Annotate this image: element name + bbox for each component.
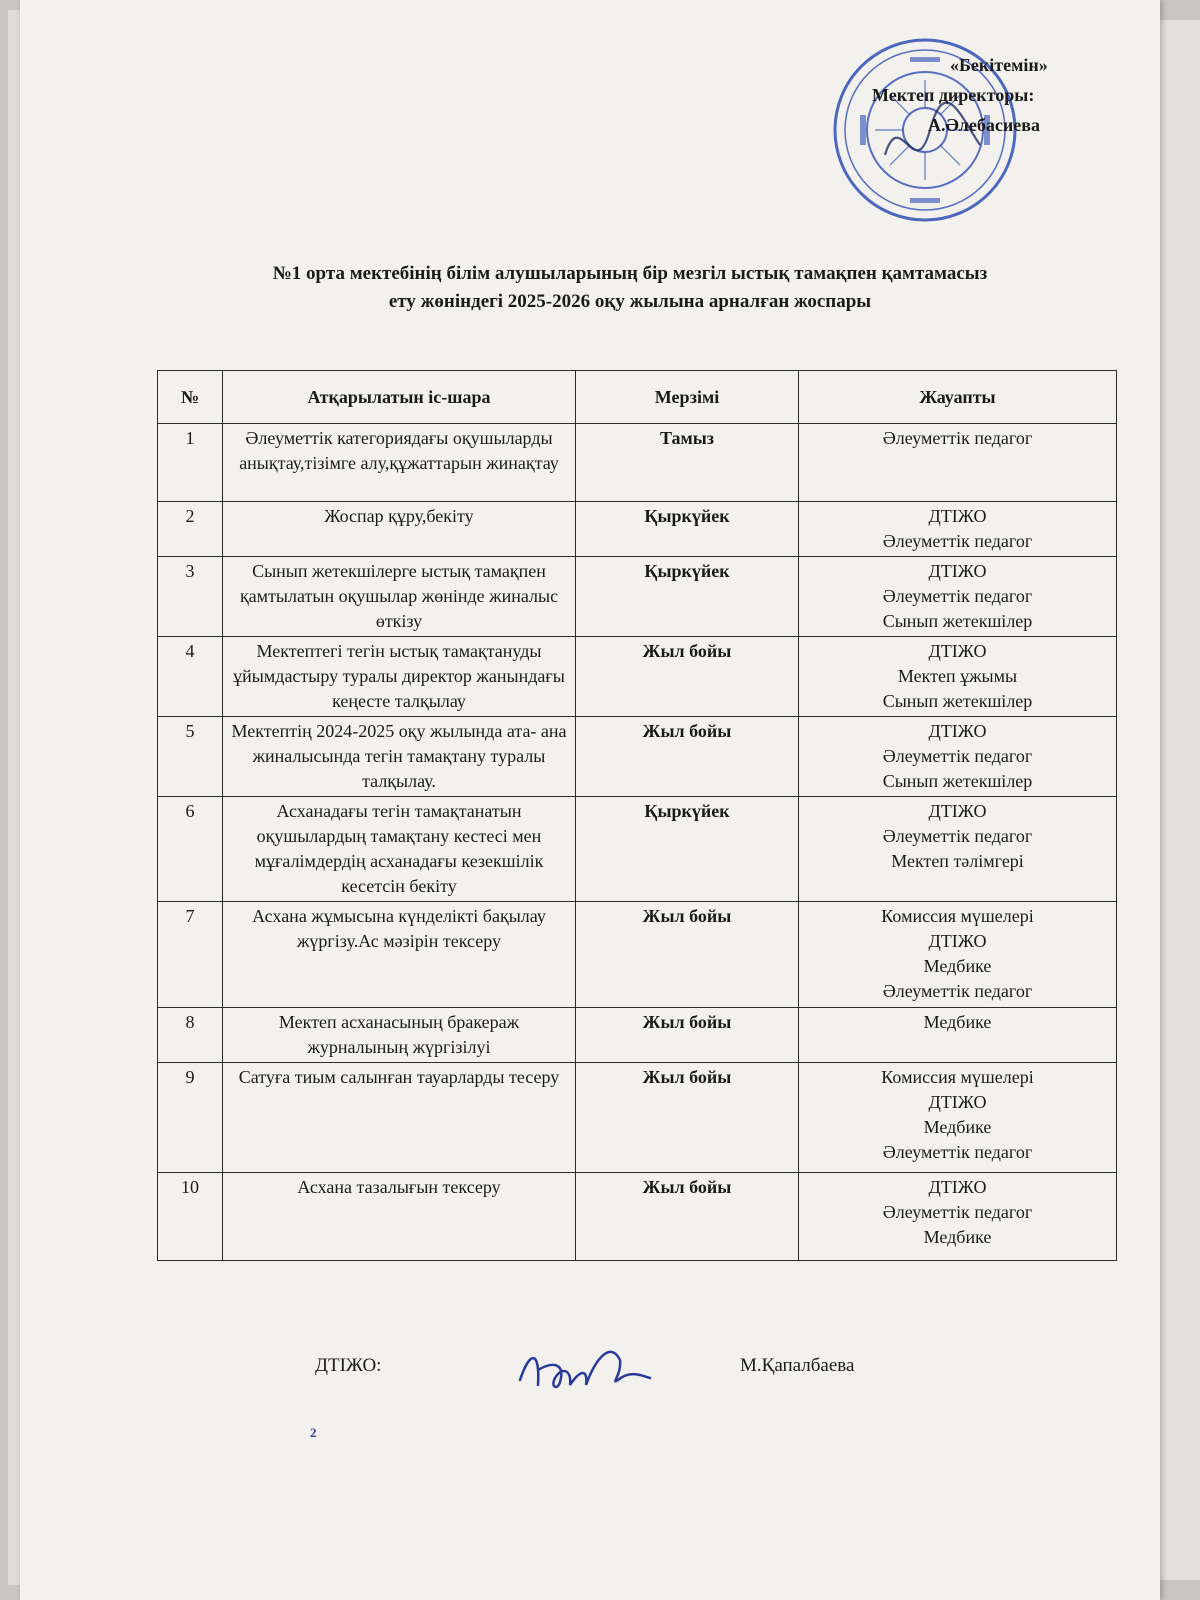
row-number: 6 xyxy=(158,797,223,902)
responsible-person: ДТІЖО xyxy=(928,721,987,741)
page-number: 2 xyxy=(310,1425,317,1440)
responsible-person: Мектеп тәлімгері xyxy=(891,851,1024,871)
responsible-person: ДТІЖО xyxy=(928,506,987,526)
row-responsible xyxy=(799,1063,1117,1173)
responsible-person: Сынып жетекшілер xyxy=(882,691,1033,711)
responsible-person: Әлеуметтік педагог xyxy=(882,981,1033,1001)
row-activity: Мектептің 2024-2025 оқу жылында ата- ана жиналысында тегін тамақтану туралы талқылау. xyxy=(223,717,576,797)
header-deadline: Мерзімі xyxy=(576,371,799,424)
row-responsible xyxy=(799,902,1117,1008)
row-deadline: Тамыз xyxy=(576,424,799,502)
row-deadline: Жыл бойы xyxy=(576,1173,799,1261)
responsible-person: ДТІЖО xyxy=(928,1092,987,1112)
row-number: 4 xyxy=(158,637,223,717)
responsible-person: Мектеп ұжымы xyxy=(897,666,1018,686)
responsible-person: Комиссия мүшелері xyxy=(881,1067,1034,1087)
responsible-person: Медбике xyxy=(923,1227,992,1247)
row-activity: Асхана тазалығын тексеру xyxy=(223,1173,576,1261)
table-row xyxy=(158,1063,1117,1173)
row-deadline: Қыркүйек xyxy=(576,557,799,637)
table-row xyxy=(158,424,1117,502)
row-number: 7 xyxy=(158,902,223,1008)
responsible-person: Комиссия мүшелері xyxy=(881,906,1034,926)
signature-icon xyxy=(510,1330,670,1410)
row-activity: Әлеуметтік категориядағы оқушыларды анықтау,тізімге алу,құжаттарын жинақтау xyxy=(223,424,576,502)
title-line-1: №1 орта мектебінің білім алушыларының бір мезгіл ыстық тамақпен қамтамасыз xyxy=(272,263,988,284)
row-number: 9 xyxy=(158,1063,223,1173)
responsible-person: Әлеуметтік педагог xyxy=(882,1202,1033,1222)
table-row xyxy=(158,717,1117,797)
responsible-person: ДТІЖО xyxy=(928,801,987,821)
row-activity: Мектептегі тегін ыстық тамақтануды ұйымдастыру туралы директор жанындағы кеңесте талқылау xyxy=(223,637,576,717)
document-title xyxy=(170,260,1090,316)
row-activity: Жоспар құру,бекіту xyxy=(223,502,576,557)
plan-table xyxy=(157,370,1117,1261)
row-responsible xyxy=(799,557,1117,637)
footer-label: ДТІЖО: xyxy=(315,1355,382,1376)
row-number: 10 xyxy=(158,1173,223,1261)
title-line-2: ету жөніндегі 2025-2026 оқу жылына арналған жоспары xyxy=(388,291,872,312)
row-deadline: Жыл бойы xyxy=(576,1063,799,1173)
responsible-person: Әлеуметтік педагог xyxy=(882,1142,1033,1162)
row-responsible xyxy=(799,502,1117,557)
responsible-person: ДТІЖО xyxy=(928,641,987,661)
table-body xyxy=(158,424,1117,1261)
responsible-person: ДТІЖО xyxy=(928,931,987,951)
row-responsible xyxy=(799,717,1117,797)
row-number: 5 xyxy=(158,717,223,797)
table-header-row xyxy=(158,371,1117,424)
table-row xyxy=(158,797,1117,902)
responsible-person: Әлеуметтік педагог xyxy=(882,746,1033,766)
responsible-person: Әлеуметтік педагог xyxy=(882,826,1033,846)
row-responsible xyxy=(799,637,1117,717)
row-deadline: Жыл бойы xyxy=(576,1008,799,1063)
table-row xyxy=(158,1173,1117,1261)
table-row xyxy=(158,502,1117,557)
footer-signatory-name: М.Қапалбаева xyxy=(740,1355,855,1376)
responsible-person: Медбике xyxy=(923,1012,992,1032)
row-deadline: Жыл бойы xyxy=(576,637,799,717)
row-responsible xyxy=(799,1173,1117,1261)
responsible-person: Медбике xyxy=(923,956,992,976)
row-deadline: Қыркүйек xyxy=(576,797,799,902)
row-number: 8 xyxy=(158,1008,223,1063)
row-deadline: Жыл бойы xyxy=(576,717,799,797)
responsible-person: Әлеуметтік педагог xyxy=(882,586,1033,606)
approval-position: Мектеп директоры: xyxy=(872,85,1035,105)
row-deadline: Жыл бойы xyxy=(576,902,799,1008)
row-activity: Асханадағы тегін тамақтанатын оқушылардың тамақтану кестесі мен мұғалімдердің асханадағы кезекшілік кесетсін бекіту xyxy=(223,797,576,902)
responsible-person: Сынып жетекшілер xyxy=(882,611,1033,631)
approval-heading: «Бекітемін» xyxy=(950,55,1048,75)
header-activity: Атқарылатын іс-шара xyxy=(223,371,576,424)
row-number: 3 xyxy=(158,557,223,637)
responsible-person: Әлеуметтік педагог xyxy=(882,531,1033,551)
responsible-person: ДТІЖО xyxy=(928,561,987,581)
approval-block xyxy=(860,50,1070,140)
responsible-person: Медбике xyxy=(923,1117,992,1137)
table-row xyxy=(158,1008,1117,1063)
row-responsible xyxy=(799,424,1117,502)
header-responsible: Жауапты xyxy=(799,371,1117,424)
row-activity: Асхана жұмысына күнделікті бақылау жүргізу.Ас мәзірін тексеру xyxy=(223,902,576,1008)
responsible-person: ДТІЖО xyxy=(928,1177,987,1197)
row-responsible xyxy=(799,797,1117,902)
row-activity: Мектеп асханасының бракераж журналының жүргізілуі xyxy=(223,1008,576,1063)
row-deadline: Қыркүйек xyxy=(576,502,799,557)
table-row xyxy=(158,557,1117,637)
row-activity: Сынып жетекшілерге ыстық тамақпен қамтылатын оқушылар жөнінде жиналыс өткізу xyxy=(223,557,576,637)
approval-director-name: А.Әлебасиева xyxy=(928,115,1040,135)
row-activity: Сатуға тиым салынған тауарларды тесеру xyxy=(223,1063,576,1173)
row-number: 2 xyxy=(158,502,223,557)
header-number: № xyxy=(158,371,223,424)
table-row xyxy=(158,637,1117,717)
table-row xyxy=(158,902,1117,1008)
responsible-person: Әлеуметтік педагог xyxy=(882,428,1033,448)
row-number: 1 xyxy=(158,424,223,502)
row-responsible xyxy=(799,1008,1117,1063)
responsible-person: Сынып жетекшілер xyxy=(882,771,1033,791)
document-page xyxy=(20,0,1160,1600)
